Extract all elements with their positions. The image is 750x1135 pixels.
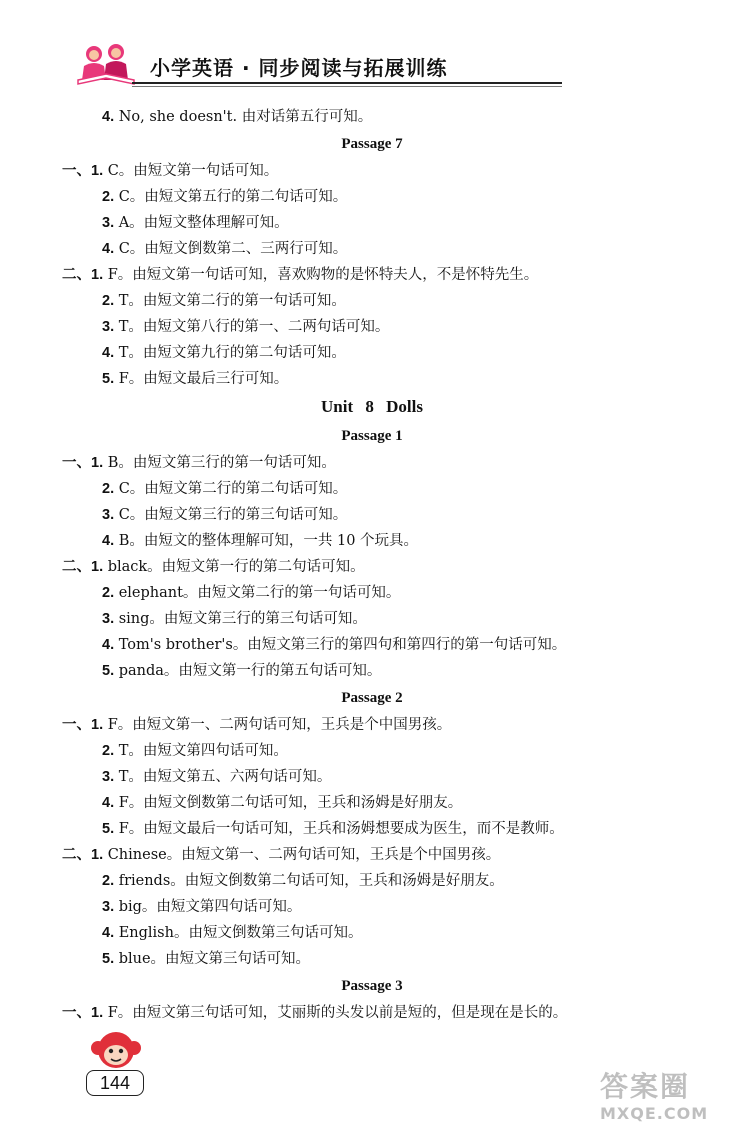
answer-number: 2. — [102, 743, 115, 759]
answer-text: T。由短文第九行的第二句话可知。 — [114, 345, 346, 361]
answer-text: T。由短文第八行的第一、二两句话可知。 — [114, 319, 390, 335]
answer-number: 2. — [102, 293, 115, 309]
passage-heading: Passage 3 — [341, 978, 403, 994]
answer-text: B。由短文第三行的第一句话可知。 — [103, 455, 336, 471]
answer-line — [62, 210, 702, 236]
answer-line — [62, 920, 702, 946]
answer-number: 2. — [102, 873, 115, 889]
answer-text: F。由短文最后一句话可知，王兵和汤姆想要成为医生，而不是教师。 — [114, 821, 564, 837]
answer-text: C。由短文第二行的第二句话可知。 — [114, 481, 348, 497]
answer-text: English。由短文倒数第三句话可知。 — [114, 925, 363, 941]
answer-line — [62, 764, 702, 790]
answer-text: F。由短文倒数第二句话可知，王兵和汤姆是好朋友。 — [114, 795, 463, 811]
passage-heading: Passage 1 — [341, 428, 403, 444]
answer-line — [62, 450, 702, 476]
answer-number: 3. — [102, 769, 115, 785]
answer-line — [62, 946, 702, 972]
answer-line — [62, 262, 702, 288]
answer-line — [62, 658, 702, 684]
answer-number: 4. — [102, 109, 115, 125]
answer-key-content — [62, 104, 702, 1026]
answer-text: blue。由短文第三句话可知。 — [114, 951, 311, 967]
answer-line — [62, 236, 702, 262]
answer-line — [62, 528, 702, 554]
answer-text: No, she doesn't. 由对话第五行可知。 — [114, 109, 373, 125]
answer-text: F。由短文第一句话可知，喜欢购物的是怀特夫人，不是怀特先生。 — [103, 267, 539, 283]
page-number: 144 — [86, 1070, 144, 1096]
answer-line — [62, 502, 702, 528]
answer-text: friends。由短文倒数第二句话可知，王兵和汤姆是好朋友。 — [114, 873, 504, 889]
watermark-logo-text: 答案圈 — [600, 1070, 691, 1103]
answer-line — [62, 894, 702, 920]
answer-number: 3. — [102, 611, 115, 627]
answer-number: 一、1. — [62, 717, 104, 733]
answer-line — [62, 104, 702, 130]
answer-line — [62, 1000, 702, 1026]
answer-number: 2. — [102, 189, 115, 205]
answer-number: 4. — [102, 637, 115, 653]
answer-text: big。由短文第四句话可知。 — [114, 899, 302, 915]
site-watermark — [600, 1070, 740, 1130]
passage-heading: Passage 2 — [341, 690, 403, 706]
answer-number: 二、1. — [62, 847, 104, 863]
answer-number: 一、1. — [62, 1005, 104, 1021]
answer-number: 5. — [102, 951, 115, 967]
header-title: 小学英语 · 同步阅读与拓展训练 — [150, 56, 448, 80]
answer-text: C。由短文倒数第二、三两行可知。 — [114, 241, 348, 257]
answer-text: C。由短文第一句话可知。 — [103, 163, 279, 179]
answer-text: Tom's brother's。由短文第三行的第四句和第四行的第一句话可知。 — [114, 637, 567, 653]
answer-number: 3. — [102, 507, 115, 523]
answer-number: 一、1. — [62, 163, 104, 179]
answer-number: 二、1. — [62, 267, 104, 283]
answer-line — [62, 632, 702, 658]
answer-line — [62, 476, 702, 502]
answer-line — [62, 606, 702, 632]
answer-line — [62, 580, 702, 606]
answer-text: F。由短文第一、二两句话可知，王兵是个中国男孩。 — [103, 717, 452, 733]
answer-number: 4. — [102, 795, 115, 811]
answer-text: B。由短文的整体理解可知，一共 10 个玩具。 — [114, 533, 419, 549]
answer-number: 4. — [102, 925, 115, 941]
answer-text: T。由短文第五、六两句话可知。 — [114, 769, 332, 785]
answer-number: 5. — [102, 371, 115, 387]
answer-number: 5. — [102, 821, 115, 837]
monkey-mascot-icon — [90, 1030, 142, 1074]
answer-line — [62, 868, 702, 894]
answer-text: elephant。由短文第二行的第一句话可知。 — [114, 585, 401, 601]
children-reading-logo-icon — [72, 40, 142, 86]
answer-number: 3. — [102, 215, 115, 231]
answer-line — [62, 288, 702, 314]
answer-text: C。由短文第三行的第三句话可知。 — [114, 507, 348, 523]
answer-line — [62, 842, 702, 868]
answer-text: sing。由短文第三行的第三句话可知。 — [114, 611, 367, 627]
answer-line — [62, 158, 702, 184]
answer-number: 2. — [102, 481, 115, 497]
answer-text: T。由短文第二行的第一句话可知。 — [114, 293, 346, 309]
answer-text: black。由短文第一行的第二句话可知。 — [103, 559, 365, 575]
answer-line — [62, 340, 702, 366]
answer-number: 一、1. — [62, 455, 104, 471]
page-header — [72, 40, 502, 90]
answer-line — [62, 366, 702, 392]
answer-line — [62, 554, 702, 580]
answer-number: 3. — [102, 899, 115, 915]
answer-line — [62, 738, 702, 764]
answer-line — [62, 816, 702, 842]
page-footer — [82, 1030, 152, 1100]
answer-text: panda。由短文第一行的第五句话可知。 — [114, 663, 382, 679]
answer-line — [62, 712, 702, 738]
header-rule — [132, 82, 562, 84]
unit-heading: Unit 8 Dolls — [321, 397, 423, 416]
watermark-url: MXQE.COM — [600, 1104, 709, 1123]
answer-line — [62, 184, 702, 210]
answer-line — [62, 314, 702, 340]
header-rule-thin — [132, 86, 562, 87]
answer-number: 5. — [102, 663, 115, 679]
answer-text: F。由短文最后三行可知。 — [114, 371, 289, 387]
answer-line — [62, 790, 702, 816]
answer-number: 二、1. — [62, 559, 104, 575]
answer-number: 3. — [102, 319, 115, 335]
answer-text: F。由短文第三句话可知，艾丽斯的头发以前是短的，但是现在是长的。 — [103, 1005, 568, 1021]
answer-text: C。由短文第五行的第二句话可知。 — [114, 189, 348, 205]
answer-number: 4. — [102, 533, 115, 549]
passage-heading: Passage 7 — [341, 136, 403, 152]
answer-text: T。由短文第四句话可知。 — [114, 743, 288, 759]
answer-number: 2. — [102, 585, 115, 601]
answer-number: 4. — [102, 345, 115, 361]
answer-number: 4. — [102, 241, 115, 257]
answer-text: A。由短文整体理解可知。 — [114, 215, 289, 231]
answer-text: Chinese。由短文第一、二两句话可知，王兵是个中国男孩。 — [103, 847, 501, 863]
